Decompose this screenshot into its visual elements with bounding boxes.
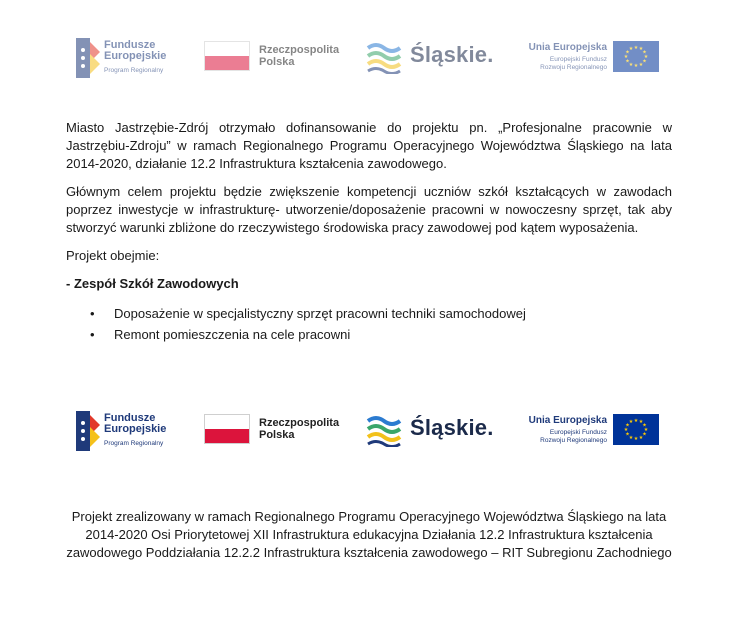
- main-content: [66, 119, 672, 347]
- svg-text:★: ★: [633, 63, 639, 69]
- eu-flag-icon: [613, 414, 659, 445]
- school-heading: - Zespół Szkół Zawodowych: [66, 276, 239, 291]
- svg-text:★: ★: [623, 427, 629, 433]
- slaskie-waves-icon: [366, 413, 402, 447]
- bottom-logo-bar: [0, 407, 738, 457]
- fe-sub: Program Regionalny: [104, 440, 164, 447]
- rzeczpospolita-logo: [204, 407, 344, 457]
- rzeczpospolita-logo: [204, 34, 344, 84]
- svg-text:★: ★: [642, 422, 647, 429]
- fundusze-europejskie-logo: [76, 407, 186, 457]
- eu-flag-icon: [613, 41, 659, 72]
- fundusze-europejskie-logo: [76, 34, 186, 84]
- ue-line2: Europejski Fundusz: [549, 56, 607, 63]
- svg-text:★: ★: [643, 54, 649, 60]
- fe-sub: Program Regionalny: [104, 67, 164, 74]
- slaskie-logo: [366, 407, 498, 457]
- svg-text:★: ★: [633, 436, 639, 442]
- rp-line1: Rzeczpospolita: [259, 44, 340, 56]
- slaskie-logo: [366, 34, 498, 84]
- svg-text:★: ★: [625, 431, 630, 438]
- unia-europejska-logo: [521, 34, 667, 84]
- slaskie-text: Śląskie.: [410, 42, 494, 67]
- svg-text:★: ★: [638, 435, 644, 441]
- ue-line3: Rozwoju Regionalnego: [540, 437, 607, 444]
- svg-text:★: ★: [625, 58, 630, 65]
- ue-line2: Europejski Fundusz: [549, 429, 607, 436]
- list-item-text: Doposażenie w specjalistyczny sprzęt pracowni techniki samochodowej: [114, 306, 526, 321]
- svg-text:★: ★: [638, 46, 644, 52]
- polish-flag-icon: [204, 414, 250, 444]
- svg-text:★: ★: [628, 46, 634, 52]
- svg-text:★: ★: [642, 58, 647, 65]
- fe-line2: Europejskie: [104, 423, 167, 435]
- svg-text:★: ★: [638, 62, 644, 68]
- svg-text:★: ★: [623, 54, 629, 60]
- svg-text:★: ★: [642, 431, 647, 438]
- svg-text:★: ★: [643, 427, 649, 433]
- list-item-text: Remont pomieszczenia na cele pracowni: [114, 327, 351, 342]
- svg-text:★: ★: [642, 49, 647, 56]
- svg-text:★: ★: [625, 422, 630, 429]
- svg-text:★: ★: [628, 62, 634, 68]
- unia-europejska-logo: [521, 407, 667, 457]
- ue-line3: Rozwoju Regionalnego: [540, 64, 607, 71]
- fe-line2: Europejskie: [104, 50, 167, 62]
- svg-text:★: ★: [633, 45, 639, 51]
- footer-note: Projekt zrealizowany w ramach Regionalnego Programu Operacyjnego Województwa Śląskiego na lata 2014-2020 Osi Priorytetowej XII Infrastruktura edukacyjna Działania 12.2 Infrastruktura kształcenia zawodowego Poddziałania 12.2.2 Infrastruktura kształcenia zawodowego – RIT Subregionu Zachodniego: [66, 509, 672, 560]
- top-logo-bar: [0, 34, 738, 84]
- polish-flag-icon: [204, 41, 250, 71]
- svg-text:★: ★: [628, 419, 634, 425]
- paragraph-2: Głównym celem projektu będzie zwiększenie kompetencji uczniów szkół kształcących w zawodach poprzez inwestycje w infrastrukturę- utworzenie/doposażenie pracowni w nowoczesny sprzęt, tak aby stworzyć warunki zbliżone do rzeczywistego środowiska pracy zawodowej pod kątem wyposażenia.: [66, 184, 672, 235]
- svg-text:★: ★: [628, 435, 634, 441]
- rp-line2: Polska: [259, 429, 295, 441]
- rp-line2: Polska: [259, 56, 295, 68]
- svg-text:★: ★: [633, 418, 639, 424]
- svg-text:★: ★: [625, 49, 630, 56]
- fe-line1: Fundusze: [104, 39, 156, 51]
- paragraph-1: Miasto Jastrzębie-Zdrój otrzymało dofinansowanie do projektu pn. „Profesjonalne pracownie w Jastrzębiu-Zdroju” w ramach Regionalnego Programu Operacyjnego Województwa Śląskiego na lata 2014-2020, działanie 12.2 Infrastruktura kształcenia zawodowego.: [66, 120, 672, 171]
- scope-list: [66, 305, 672, 344]
- intro-line: Projekt obejmie:: [66, 248, 160, 263]
- slaskie-waves-icon: [366, 40, 402, 74]
- bullet-icon: •: [90, 306, 95, 321]
- ue-line1: Unia Europejska: [528, 42, 607, 53]
- ue-line1: Unia Europejska: [528, 415, 607, 426]
- slaskie-text: Śląskie.: [410, 415, 494, 440]
- list-item: [66, 305, 672, 323]
- list-item: [66, 326, 672, 344]
- rp-line1: Rzeczpospolita: [259, 417, 340, 429]
- fe-line1: Fundusze: [104, 412, 156, 424]
- fundusze-europejskie-icon: [76, 38, 100, 78]
- fundusze-europejskie-icon: [76, 411, 100, 451]
- bullet-icon: •: [90, 327, 95, 342]
- svg-text:★: ★: [638, 419, 644, 425]
